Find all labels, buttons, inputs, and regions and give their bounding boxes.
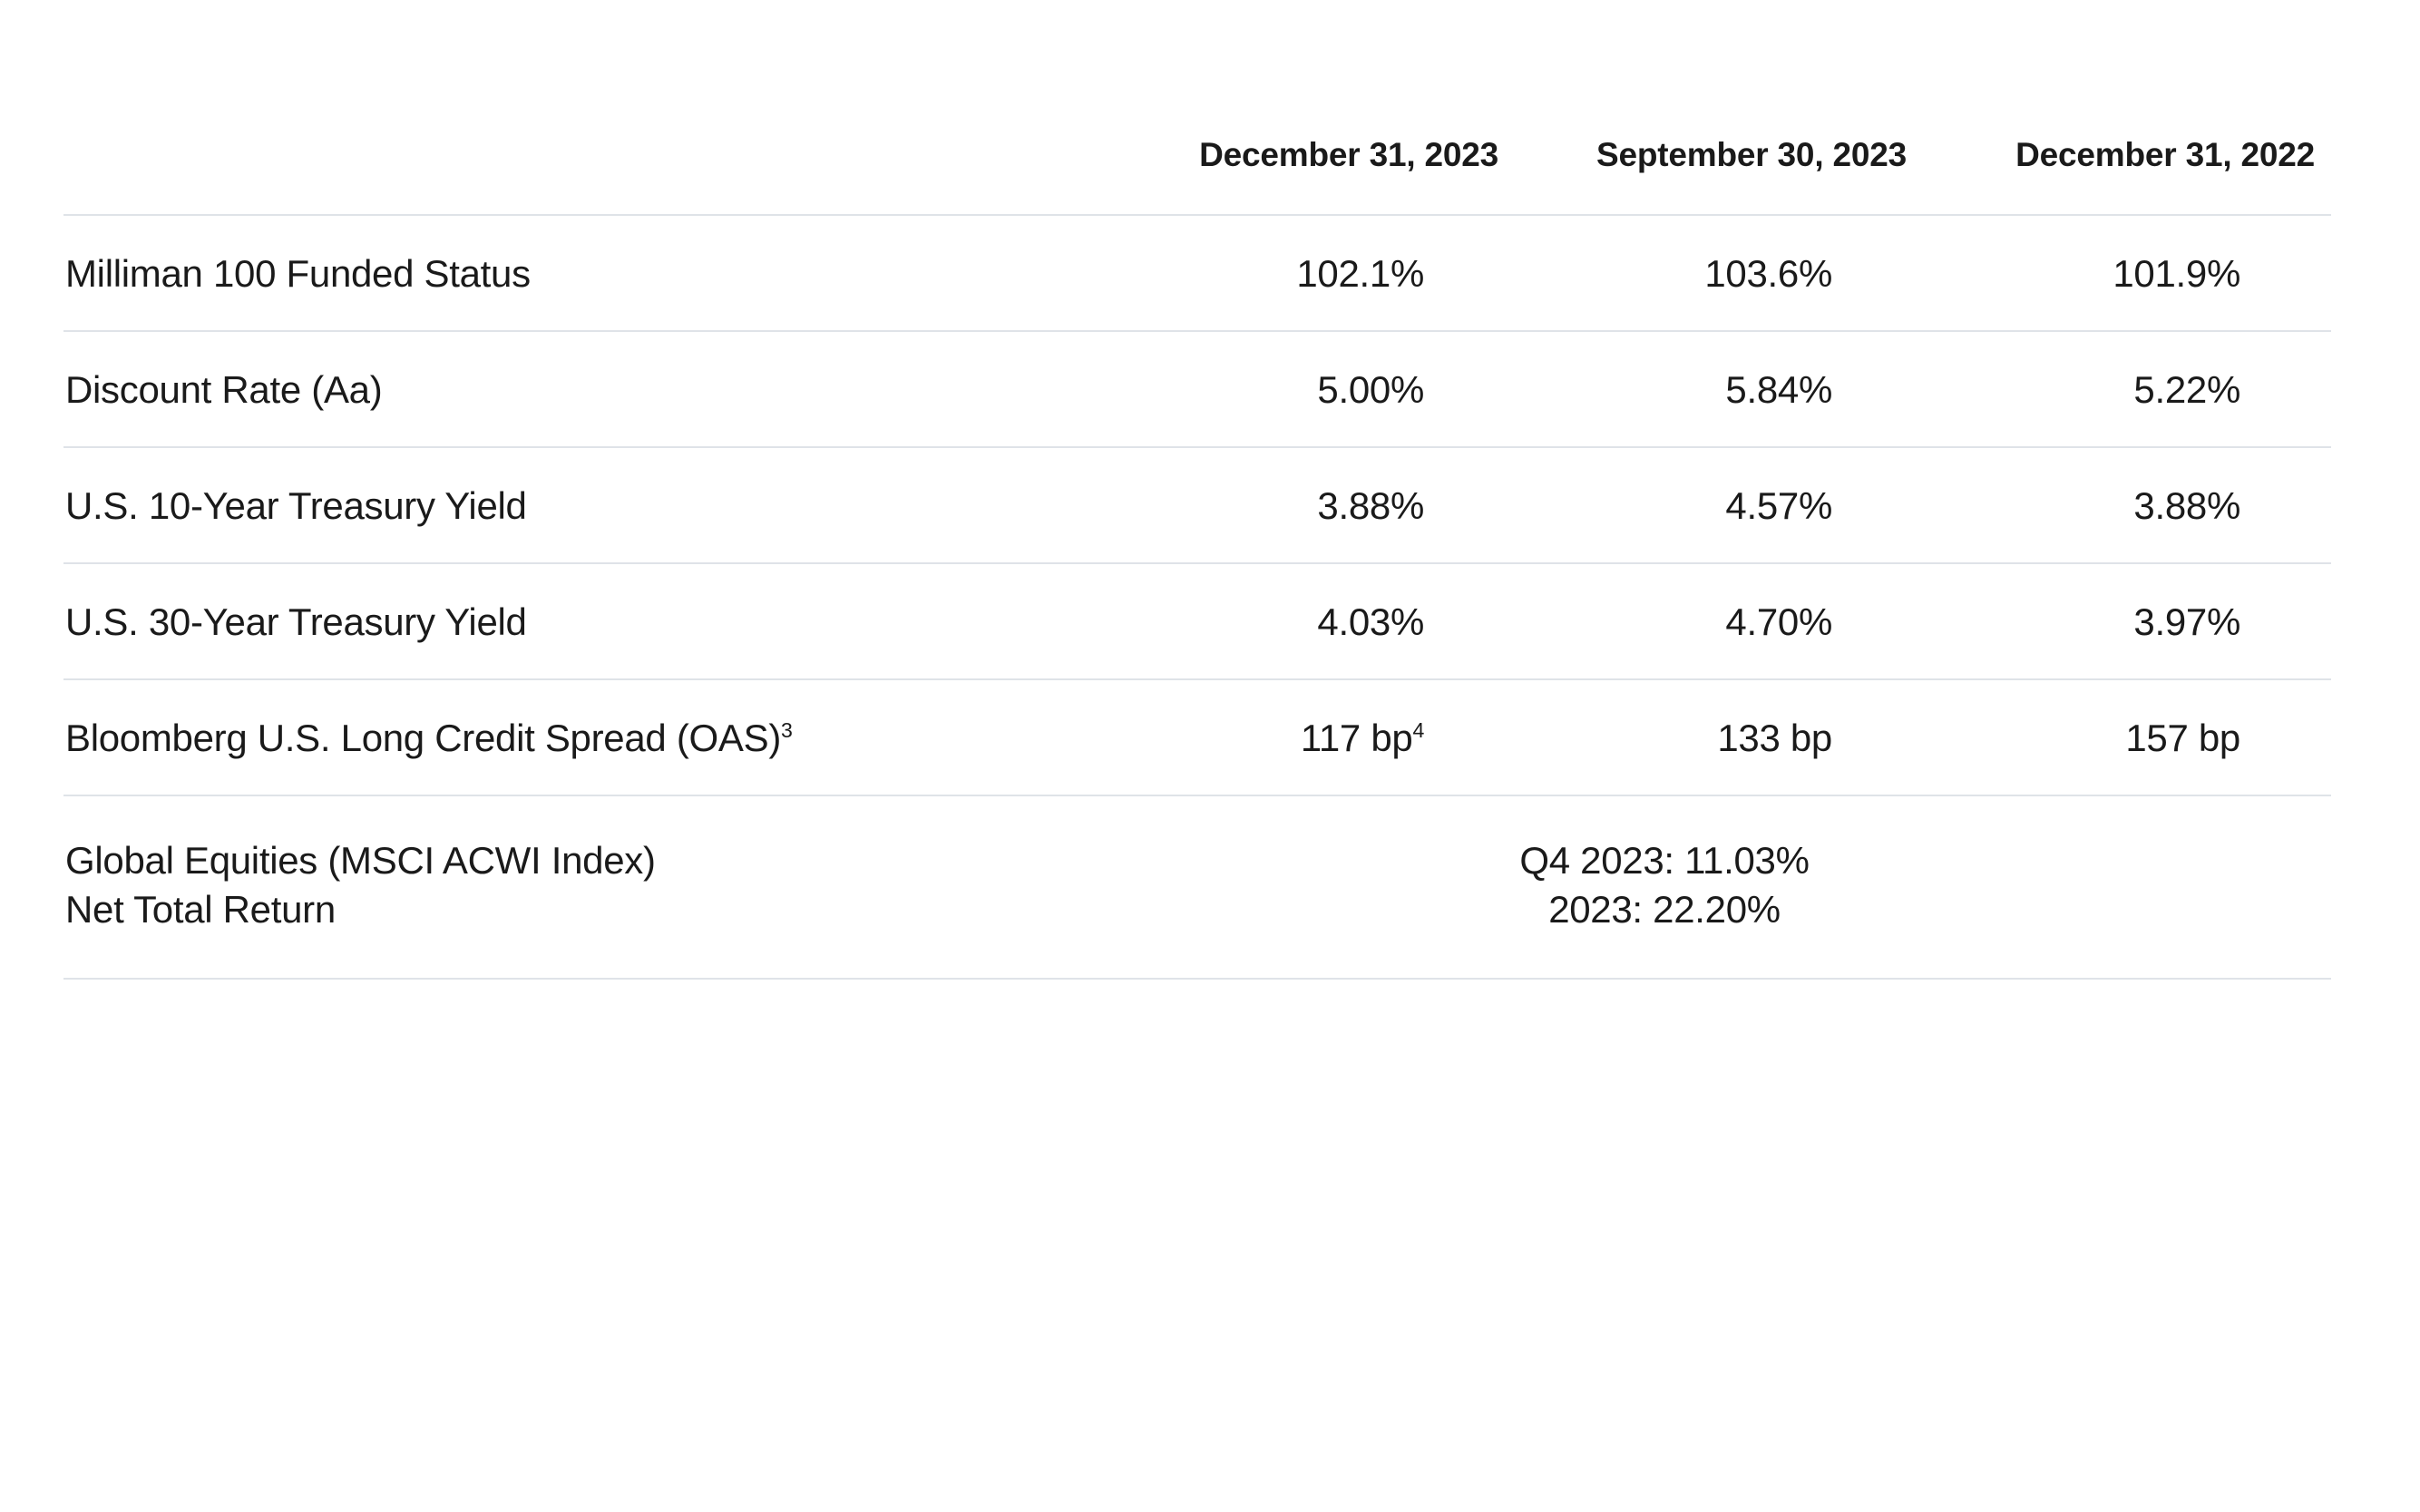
row-value: 3.97% <box>1923 563 2331 679</box>
row-value: 101.9% <box>1923 215 2331 331</box>
table-row <box>63 331 2331 447</box>
table-row <box>63 563 2331 679</box>
header-row <box>63 136 2331 215</box>
table-row <box>63 215 2331 331</box>
header-period-2: September 30, 2023 <box>1596 136 1907 173</box>
row-value: 102.1% <box>1107 215 1515 331</box>
row-value: 5.22% <box>1923 331 2331 447</box>
row-value: 103.6% <box>1515 215 1923 331</box>
row-label: Milliman 100 Funded Status <box>63 215 1107 331</box>
pension-metrics-table <box>63 136 2331 980</box>
row-value: 157 bp <box>1923 679 2331 795</box>
header-period-1: December 31, 2023 <box>1199 136 1498 173</box>
row-value: 5.84% <box>1515 331 1923 447</box>
row-value-line2: 2023: 22.20% <box>1548 887 1781 931</box>
row-value: 3.88% <box>1107 447 1515 563</box>
footnote-marker-4: 4 <box>1412 718 1424 742</box>
table-body <box>63 215 2331 979</box>
row-label-line2: Net Total Return <box>65 887 336 931</box>
header-label-blank <box>63 136 1107 215</box>
row-label-text: Bloomberg U.S. Long Credit Spread (OAS) <box>65 717 782 759</box>
table-row-global-equities <box>63 795 2331 979</box>
row-label: U.S. 30-Year Treasury Yield <box>63 563 1107 679</box>
row-label-line1: Global Equities (MSCI ACWI Index) <box>65 839 656 882</box>
header-period-3: December 31, 2022 <box>2015 136 2315 173</box>
table-header <box>63 136 2331 215</box>
row-value: 4.57% <box>1515 447 1923 563</box>
row-value-line1: Q4 2023: 11.03% <box>1519 839 1810 882</box>
row-label: U.S. 10-Year Treasury Yield <box>63 447 1107 563</box>
row-value-span <box>1107 795 2331 979</box>
row-value-text: 117 bp <box>1300 717 1413 759</box>
footnote-marker-3: 3 <box>781 718 793 742</box>
row-value: 133 bp <box>1515 679 1923 795</box>
row-value <box>1107 679 1515 795</box>
row-value: 5.00% <box>1107 331 1515 447</box>
table-row <box>63 679 2331 795</box>
row-value: 3.88% <box>1923 447 2331 563</box>
table-row <box>63 447 2331 563</box>
row-value: 4.03% <box>1107 563 1515 679</box>
row-label <box>63 679 1107 795</box>
row-label: Discount Rate (Aa) <box>63 331 1107 447</box>
row-value: 4.70% <box>1515 563 1923 679</box>
row-label <box>63 795 1107 979</box>
